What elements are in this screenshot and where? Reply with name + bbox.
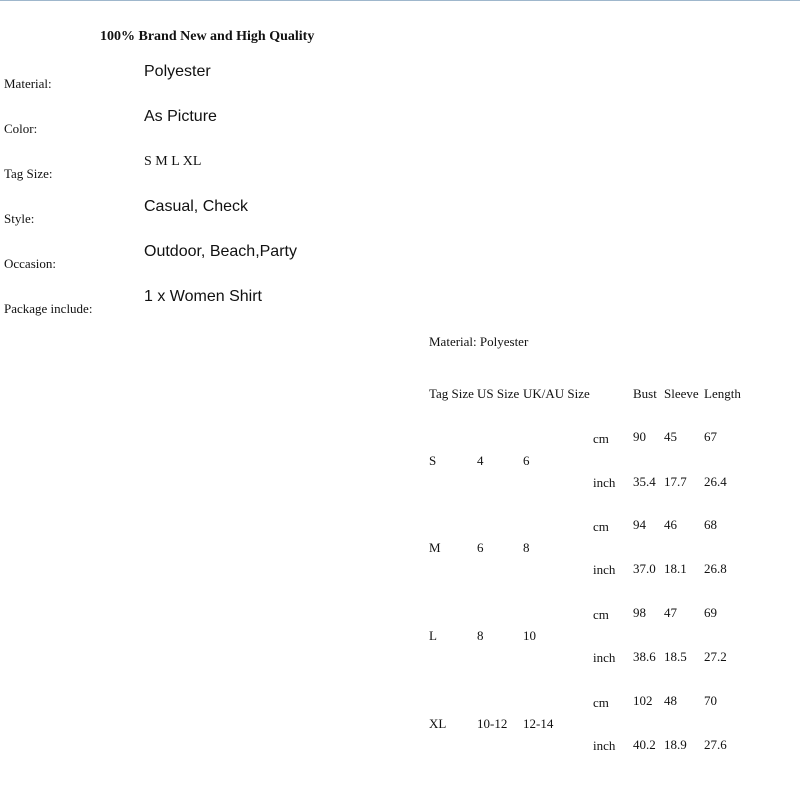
cell-unit: inch: [593, 738, 616, 753]
cell-unit: cm: [593, 695, 609, 710]
cell-unit: inch: [593, 475, 616, 490]
spec-label-package: Package include:: [4, 301, 93, 316]
spec-value-package: 1 x Women Shirt: [144, 288, 262, 305]
cell-us-size: 8: [477, 628, 484, 643]
cell-unit: cm: [593, 607, 609, 622]
cell-uk-au-size: 6: [523, 453, 530, 468]
cell-sleeve: 47: [664, 605, 677, 620]
cell-length: 27.2: [704, 649, 727, 664]
cell-sleeve: 17.7: [664, 474, 687, 489]
cell-unit: inch: [593, 650, 616, 665]
spec-label-material: Material:: [4, 76, 52, 91]
cell-unit: cm: [593, 431, 609, 446]
spec-label-tag-size: Tag Size:: [4, 166, 53, 181]
spec-label-color: Color:: [4, 121, 38, 136]
cell-sleeve: 18.1: [664, 561, 687, 576]
cell-bust: 90: [633, 429, 646, 444]
cell-tag-size: XL: [429, 716, 447, 731]
spec-value-occasion: Outdoor, Beach,Party: [144, 243, 297, 260]
cell-sleeve: 48: [664, 693, 677, 708]
cell-us-size: 6: [477, 540, 484, 555]
cell-uk-au-size: 10: [523, 628, 536, 643]
cell-bust: 102: [633, 693, 653, 708]
page-title: 100% Brand New and High Quality: [100, 29, 315, 44]
spec-value-tag-size: S M L XL: [144, 154, 202, 169]
cell-bust: 35.4: [633, 474, 656, 489]
cell-sleeve: 46: [664, 517, 677, 532]
spec-value-color: As Picture: [144, 108, 217, 125]
header-length: Length: [704, 386, 741, 401]
cell-bust: 37.0: [633, 561, 656, 576]
cell-us-size: 10-12: [477, 716, 508, 731]
cell-uk-au-size: 12-14: [523, 716, 554, 731]
header-us-size: US Size: [477, 386, 520, 401]
cell-tag-size: L: [429, 628, 437, 643]
cell-tag-size: M: [429, 540, 441, 555]
cell-tag-size: S: [429, 453, 437, 468]
spec-value-style: Casual, Check: [144, 198, 249, 215]
spec-label-occasion: Occasion:: [4, 256, 56, 271]
cell-bust: 40.2: [633, 737, 656, 752]
cell-sleeve: 18.5: [664, 649, 687, 664]
cell-sleeve: 45: [664, 429, 677, 444]
cell-length: 69: [704, 605, 717, 620]
cell-unit: inch: [593, 562, 616, 577]
cell-length: 68: [704, 517, 717, 532]
cell-bust: 38.6: [633, 649, 656, 664]
cell-uk-au-size: 8: [523, 540, 530, 555]
size-chart-material: Material: Polyester: [429, 334, 529, 349]
top-divider: [0, 0, 800, 1]
cell-us-size: 4: [477, 453, 484, 468]
cell-length: 26.8: [704, 561, 727, 576]
header-bust: Bust: [633, 386, 657, 401]
cell-length: 67: [704, 429, 717, 444]
cell-bust: 94: [633, 517, 646, 532]
cell-unit: cm: [593, 519, 609, 534]
cell-bust: 98: [633, 605, 646, 620]
header-uk-au-size: UK/AU Size: [523, 386, 590, 401]
spec-label-style: Style:: [4, 211, 35, 226]
spec-value-material: Polyester: [144, 63, 211, 80]
header-sleeve: Sleeve: [664, 386, 699, 401]
header-tag-size: Tag Size: [429, 386, 474, 401]
cell-length: 27.6: [704, 737, 727, 752]
cell-length: 70: [704, 693, 717, 708]
cell-length: 26.4: [704, 474, 727, 489]
cell-sleeve: 18.9: [664, 737, 687, 752]
